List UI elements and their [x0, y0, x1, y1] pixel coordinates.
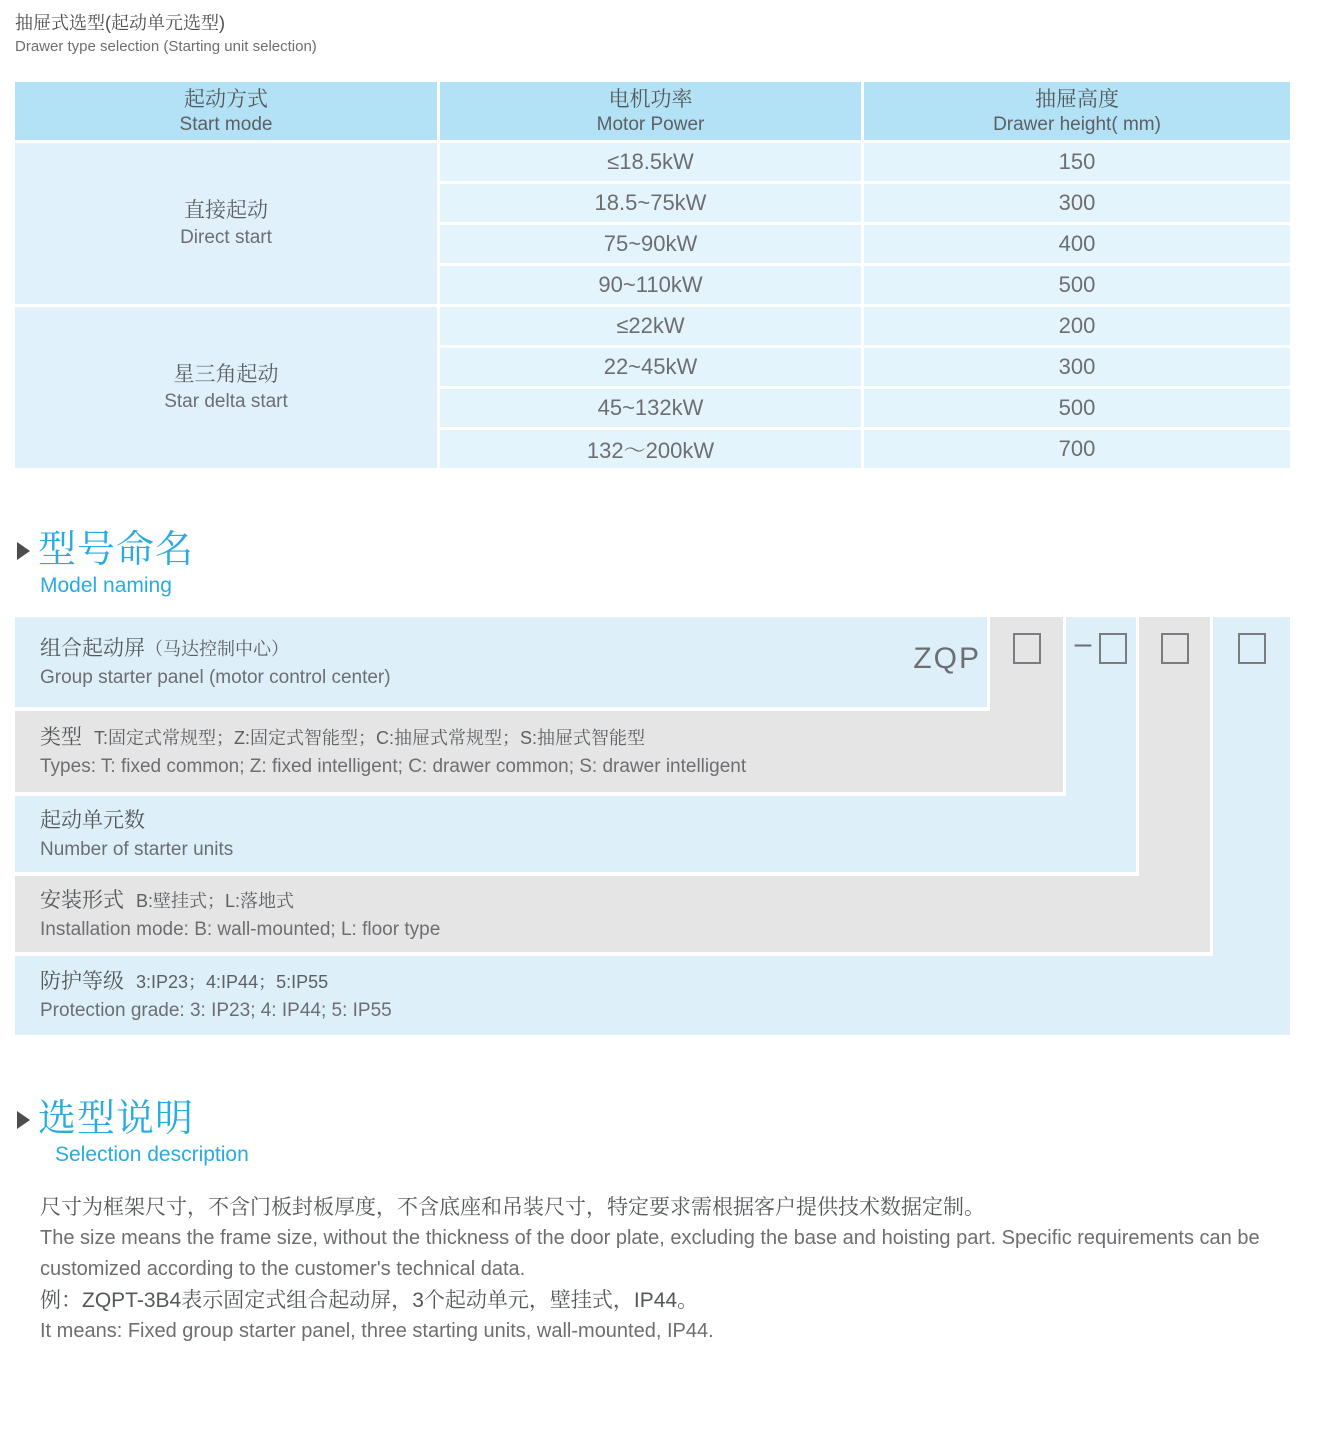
model-naming-diagram [15, 617, 1290, 1035]
header-en: Drawer height( mm) [993, 113, 1161, 135]
section-title-zh: 型号命名 [38, 529, 195, 571]
group-label-en: Direct start [180, 227, 272, 248]
section-title-en: Model naming [40, 574, 172, 597]
example-paragraph-en: It means: Fixed group starter panel, three starting units, wall-mounted, IP44. [40, 1320, 714, 1342]
band-text-zh [40, 886, 1210, 916]
dash-separator: – [1074, 627, 1092, 660]
header-en: Start mode [179, 113, 273, 135]
band-starter-units [15, 796, 1136, 872]
header-zh: 起动方式 [184, 87, 268, 111]
description-paragraph-zh: 尺寸为框架尺寸，不含门板封板厚度，不含底座和吊装尺寸，特定要求需根据客户提供技术数据定制。 [40, 1196, 985, 1219]
height-cell: 500 [864, 389, 1290, 427]
height-cell: 200 [864, 307, 1290, 345]
band-label-zh: 起动单元数 [40, 808, 145, 832]
height-cell: 300 [864, 348, 1290, 386]
document-header [15, 10, 317, 58]
group-label-zh: 星三角起动 [173, 363, 279, 386]
band-text-zh [40, 967, 1290, 997]
group-label-en: Star delta start [164, 391, 288, 412]
band-label-zh: 组合起动屏 [40, 636, 145, 660]
band-text-en: Number of starter units [40, 838, 234, 860]
power-cell: 18.5~75kW [440, 184, 861, 222]
drawer-selection-table [15, 82, 1290, 468]
band-type [15, 711, 1063, 792]
triangle-marker-icon [17, 542, 30, 560]
band-group-starter-panel [15, 617, 987, 707]
height-cell: 150 [864, 143, 1290, 181]
code-box-type [1013, 633, 1041, 664]
power-cell: ≤22kW [440, 307, 861, 345]
band-installation-mode [15, 876, 1210, 952]
band-text-zh [40, 806, 1136, 836]
power-cell: ≤18.5kW [440, 143, 861, 181]
group-cell-direct-start [15, 143, 437, 304]
band-text-zh [40, 723, 1063, 753]
band-text-zh [40, 634, 987, 664]
selection-description-body [40, 1192, 1290, 1347]
section-title-en: Selection description [55, 1143, 249, 1166]
group-label-zh: 直接起动 [184, 199, 268, 222]
power-cell: 45~132kW [440, 389, 861, 427]
band-detail-zh: （马达控制中心） [145, 638, 289, 659]
power-cell: 90~110kW [440, 266, 861, 304]
col-header-motor-power [440, 82, 861, 140]
power-cell: 75~90kW [440, 225, 861, 263]
height-cell: 300 [864, 184, 1290, 222]
band-protection-grade [15, 956, 1290, 1035]
band-label-zh: 安装形式 [40, 888, 124, 912]
band-text-en: Installation mode: B: wall-mounted; L: floor type [40, 918, 441, 940]
band-text-en: Group starter panel (motor control center) [40, 666, 391, 688]
selection-description-heading [15, 1097, 249, 1169]
band-detail-zh: 3:IP23；4:IP44；5:IP55 [136, 972, 329, 992]
band-detail-zh: T:固定式常规型；Z:固定式智能型；C:抽屉式常规型；S:抽屉式智能型 [94, 728, 646, 748]
triangle-marker-icon [17, 1111, 30, 1129]
band-text-en: Protection grade: 3: IP23; 4: IP44; 5: IP55 [40, 1000, 392, 1021]
band-text-en: Types: T: fixed common; Z: fixed intelligent; C: drawer common; S: drawer intelligent [40, 756, 747, 777]
model-naming-heading [15, 528, 194, 600]
power-cell: 22~45kW [440, 348, 861, 386]
height-cell: 700 [864, 430, 1290, 468]
power-cell: 132～200kW [440, 430, 861, 468]
col-header-drawer-height [864, 82, 1290, 140]
code-box-protection [1238, 633, 1266, 664]
group-cell-star-delta-start [15, 307, 437, 468]
code-box-installation [1161, 633, 1189, 664]
model-prefix: ZQP [913, 642, 981, 675]
page-title-zh: 抽屉式选型(起动单元选型) [15, 13, 225, 33]
page-title-en: Drawer type selection (Starting unit selection) [15, 38, 317, 55]
col-header-start-mode [15, 82, 437, 140]
header-en: Motor Power [596, 113, 705, 135]
band-label-zh: 类型 [40, 726, 82, 749]
band-detail-zh: B:壁挂式；L:落地式 [136, 890, 295, 911]
header-zh: 抽屉高度 [1035, 87, 1119, 111]
height-cell: 500 [864, 266, 1290, 304]
section-title-zh: 选型说明 [38, 1098, 195, 1140]
height-cell: 400 [864, 225, 1290, 263]
header-zh: 电机功率 [608, 87, 693, 111]
description-paragraph-en: The size means the frame size, without the thickness of the door plate, excluding the base and hoisting part. Specific requirements can be customized according to the customer's technical data. [40, 1227, 1260, 1280]
band-label-zh: 防护等级 [40, 970, 124, 993]
example-paragraph-zh: 例：ZQPT-3B4表示固定式组合起动屏，3个起动单元，壁挂式，IP44。 [40, 1289, 699, 1312]
code-box-units [1099, 633, 1127, 664]
